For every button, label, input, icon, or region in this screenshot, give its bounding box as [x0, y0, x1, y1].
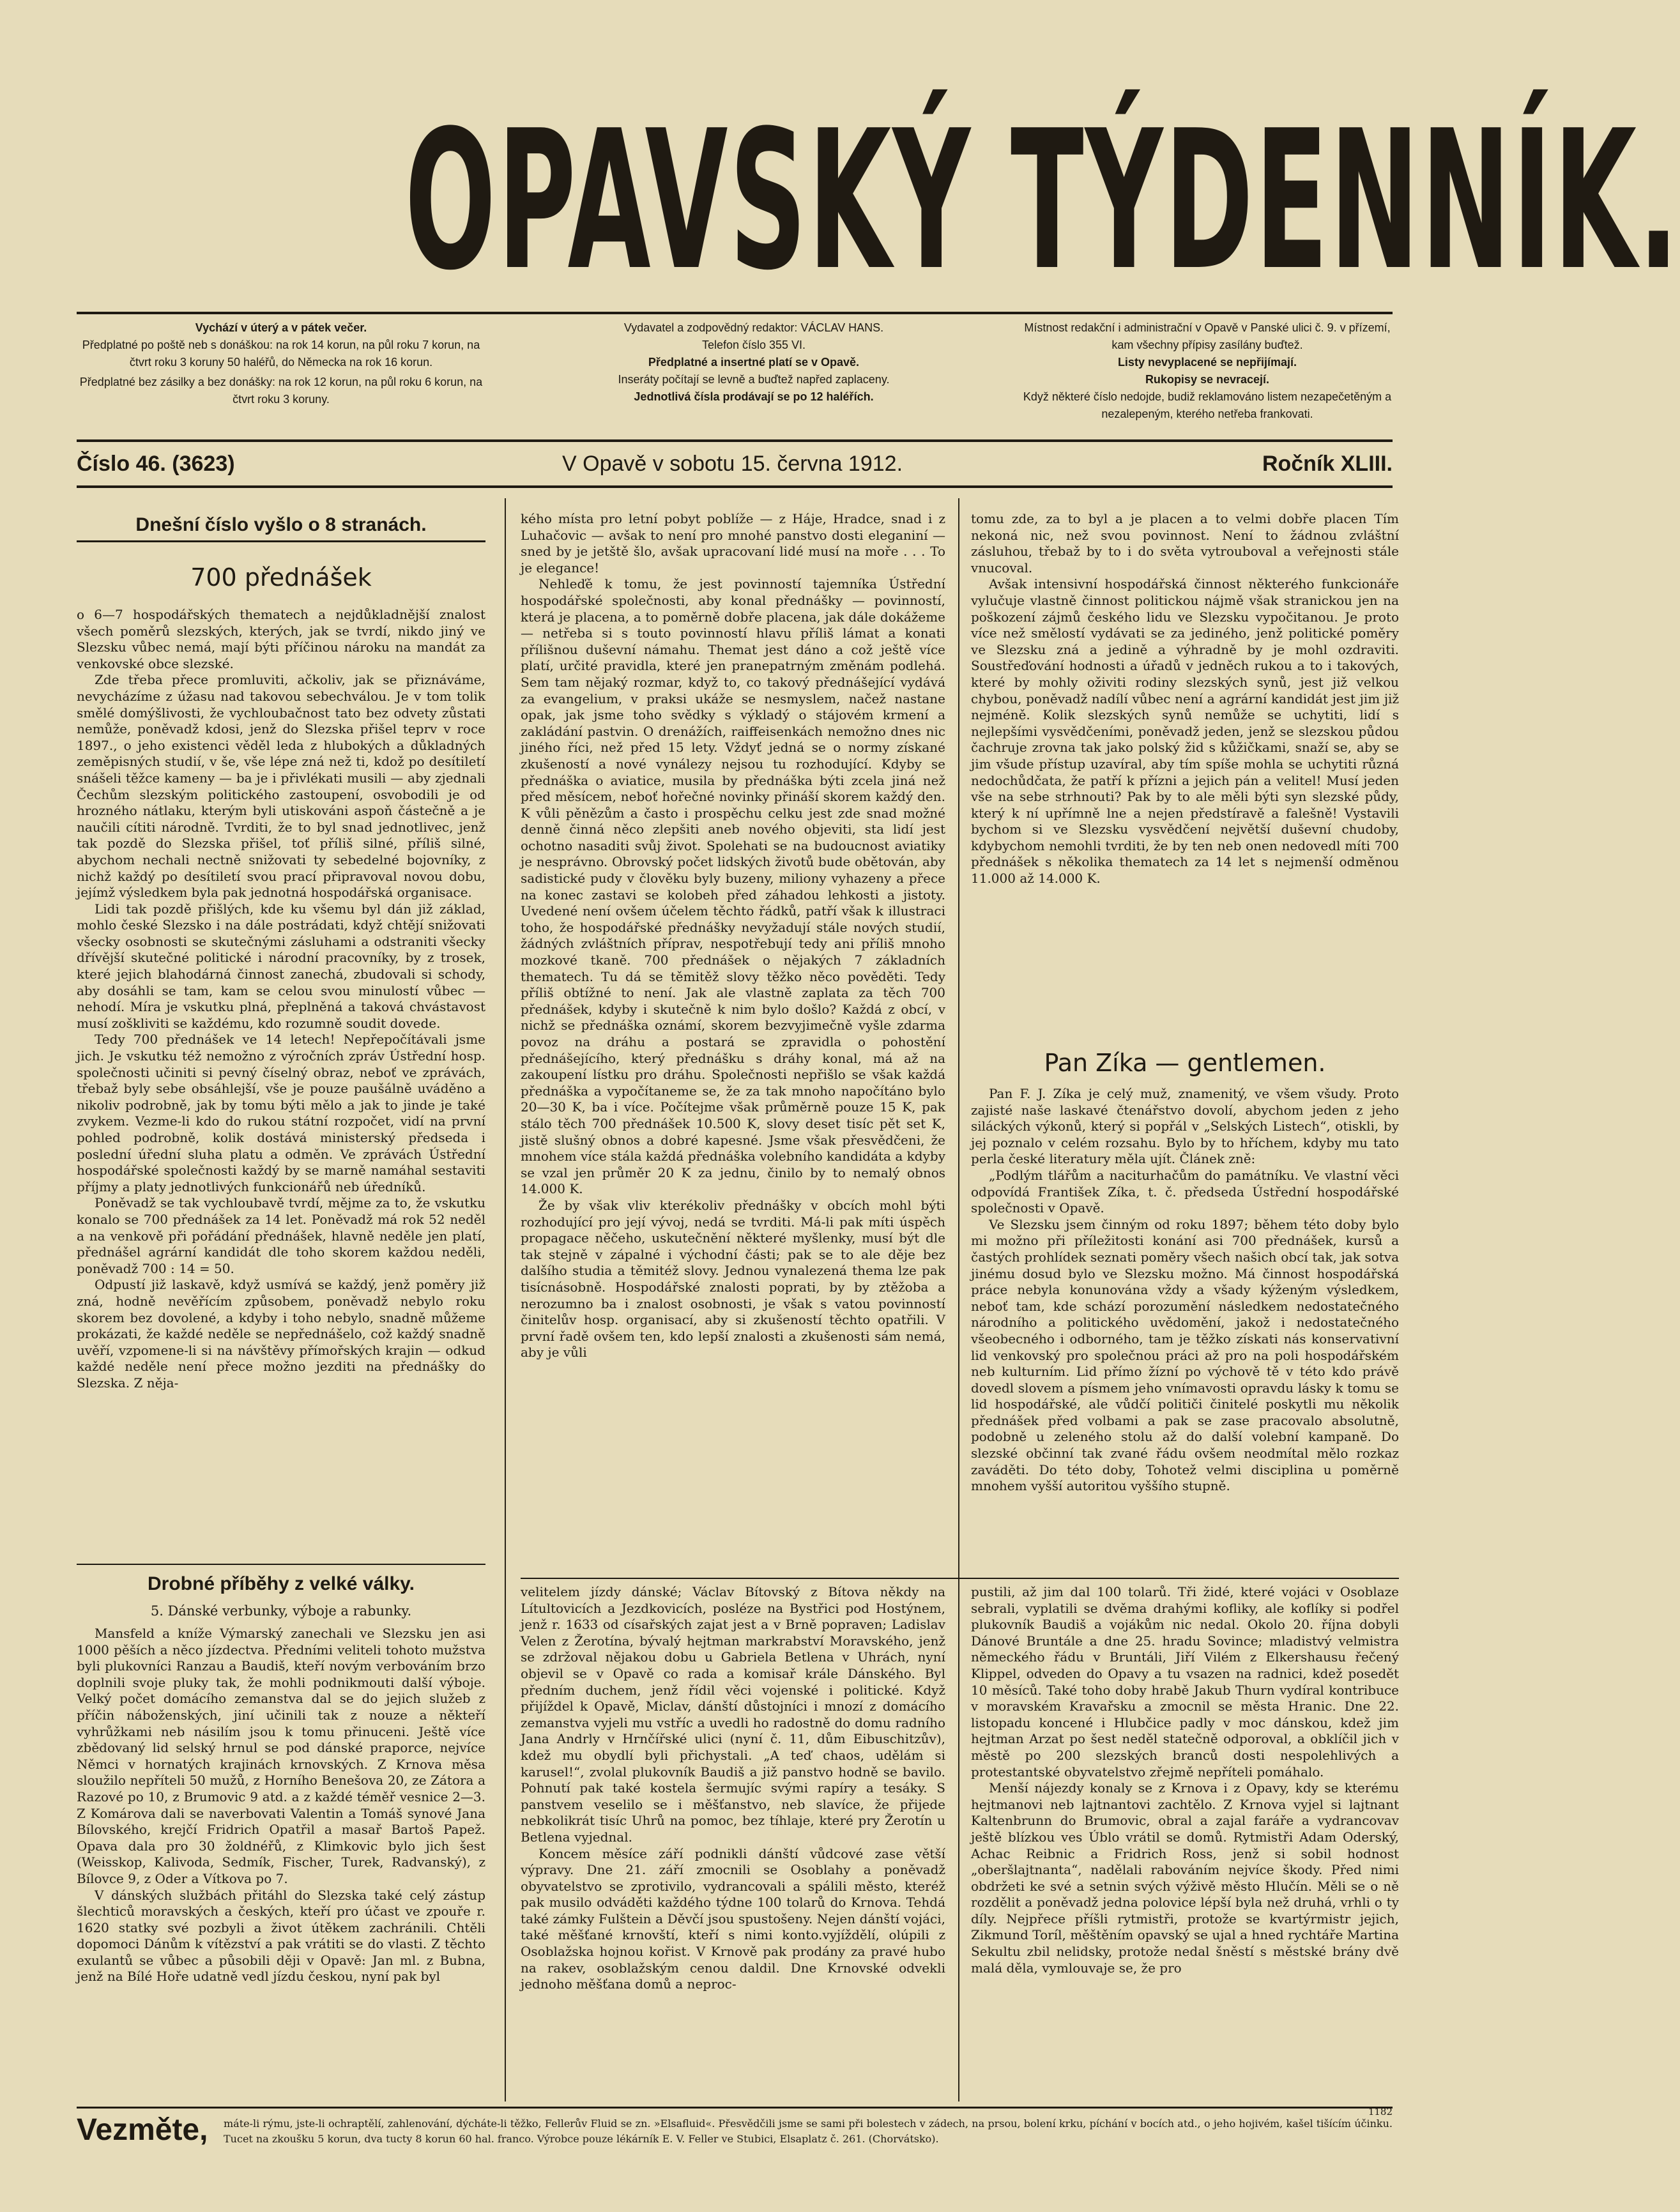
header-left-line: Předplatné po poště neb s donáškou: na rok 14 korun, na půl roku 7 korun, na čtvrt roku 3 koruny 50 haléřů, do Německa na rok 16 korun. — [82, 339, 480, 369]
advert-headline: Vezměte, — [77, 2113, 208, 2147]
paragraph: Poněvadž se tak vychloubavě tvrdí, mějme za to, že vskutku konalo se 700 přednášek za 14 let. Poněvadž má rok 52 neděl a na venkově při pořádání přednášek, hlavně neděle jen platí, přednášel agrární kandidát dle toho skorem každou neděli, poněvadž 700 : 14 = 50. — [77, 1195, 485, 1276]
header-left-line: Předplatné bez zásilky a bez donášky: na rok 12 korun, na půl roku 6 korun, na čtvrt roku 3 koruny. — [79, 376, 483, 406]
paragraph: Že by však vliv kterékoliv přednášky v obcích mohl býti rozhodující pro její vývoj, nedá se tvrditi. Má-li pak míti úspěch propagace něčeho, uskutečnění některé myšlenky, musí být dle tak stejně v zápalné i východní části; pak se to ale děje bez dalšího studia a těmitéž slovy. Jednou vynalezená thema lze pak tisícnásobně. Hospodářské znalosti poprati, by by ztěžoba a nerozumno ba i znalost osobnosti, je však s vatou povinností činitelův hosp. organisací, aby si zkušeností těchto opatřili. V první řadě ovšem ten, kdo lepší znalosti a zkušenosti sám nemá, aby je vůli — [521, 1197, 945, 1361]
banner-rule — [77, 540, 485, 542]
paragraph: kého místa pro letní pobyt poblíže — z Háje, Hradce, snad i z Luhačovic — avšak to není pro mnohé panstvo dosti eleganiní — sned by je jetště šlo, avšak upracovaní lidé musí na moře . . . To je elegance! — [521, 511, 945, 576]
article-column — [971, 511, 1399, 1041]
paragraph: pustili, až jim dal 100 tolarů. Tři židé, které vojáci v Osoblaze sebrali, vyplatili se dvěma drahými kofliky, ale koflíky si podřel plukovník Baudiš a vojákům nic nedal. Okolo 20. října dobyli Dánové Bruntále a dne 25. hradu Sovince; mladistvý velmistra německého řádu v Bruntáli, Jiří Vilém z Elkershausu řečený Klippel, odveden do Opavy a tu vsazen na radnici, kdež posedět 10 měsíců. Také toho doby hrabě Jakub Thurn vydíral kontribuce v moravském Kravařsku a zmocnil se města Hranic. Dne 22. listopadu koncené i Hlubčice padly v moc dánskou, kdež jim hejtman Arzat po šest neděl statečně odporoval, a obklíčil jich v městě po 200 slezských branců dosti nespolehlivých a protestantské obyvatelstvo zřejmě nepříteli pomáhalo. — [971, 1584, 1399, 1780]
masthead-title: OPAVSKÝ TÝDENNÍK. — [404, 89, 1680, 312]
paragraph: Avšak intensivní hospodářská činnost některého funkcionáře vylučuje vlastně činnost politickou nájmě však stranickou jen na poškození zájmů českého lidu ve Slezsku vypočitanou. Je proto více než smělostí vydávati se za jediného, jenž politické poměry ve Slezsku zná a jedině a výhradně by je mohl ozdraviti. Soustřeďování hodnosti a úřadů v jedněch rukou a to i takových, které by mohly oživiti rodiny slezských synů, jest již velkou chybou, poněvadž nadílí vůbec není a agrární kandidát jest jim již nejméně. Kolik slezských synů nemůže se uchytiti, lidí s nejlepšími vysvědčeními, poněvadž jeden, jenž se slezskou půdou čachruje zrovna tak jako polský žid s kůžičkami, snaží se, aby se jim všude přístup uzavíral, aby tím spíše mohla se uchytiti různá nedochůdčata, že patří k přízni a jejich pán a velitel! Musí jeden vše na sebe strhnouti? Pak by to ale měli býti syn slezské půdy, který k ní upřímně lne a nejen předstíravě a falešně! Vystavili bychom si ve Slezsku vysvědčení největší duševní chudoby, kdybychom nemohli tvrditi, že by ten neb onen nedovedl míti 700 přednášek s několika thematech za 14 let s nejmenší odměnou 11.000 až 14.000 K. — [971, 576, 1399, 887]
paragraph: Menší nájezdy konaly se z Krnova i z Opavy, kdy se kterému hejtmanovi neb lajtnantovi zachtělo. Z Krnova vyjel si lajtnant Kaltenbrunn do Brumovic, obral a zajal faráře a vydrancovav ještě blízkou ves Úblo vrátil se domů. Rytmistři Adam Oderský, Achac Reibnic a Fridrich Ross, jenž si sobil hodnost „oberšlajtnanta“, nadělali rabováním nejvíce škody. Před nimi obdržeti ke své a setnin svých výživě město Hlučín. Měli se o ně rozdělit a poněvadž jedna polovice lépší byla než druhá, vrhli o ty díly. Nejpřece příšli rytmistři, protože se kvartýrmistr jejich, Zikmund Toríl, měštěním opavský se ujal a hned rychtáře Martina Sekultu zbil nelidsky, protože nedal šněstí s městské brány dvě malá děla, vymlouvaje se, že pro — [971, 1780, 1399, 1976]
advert-text: máte-li rýmu, jste-li ochraptělí, zahlenování, dýcháte-li těžko, Fellerův Fluid se zn. »Elsafluid«. Přesvědčili jsme se sami při bolestech v zádech, na prsou, bolení krku, píchání v bocích atd., o jeho hojivém, kašel tišícím účinku. Tucet na zkoušku 5 korun, dva tucty 8 korun 60 hal. franco. Výrobce pouze lékárník E. V. Feller ve Stubici, Elsaplatz č. 261. (Chorvátsko). — [224, 2117, 1393, 2145]
paragraph: Nehleďě k tomu, že jest povinností tajemníka Ústřední hospodářské společnosti, aby konal přednášky — povinností, která je placena, a to poměrně dobře placena, jak dále dokážeme — netřeba si s touto povinností hlavu příliš lámat a konati přílišnou duševní námahu. Themat jest dáno a což ještě více platí, určité pravidla, které jen pranepatrným změnám podlehá. Sem tam nějaký rozmar, když to, co takový přednášející vydává za evangelium, v praksi ukáže se nesmyslem, načež nastane opak, jak jsme toho svědky s výkladý o stájovém krmení a zakládání pastvin. O drenážích, raiffeisenkách nemožno dnes nic jiného říci, než před 15 lety. Vždyť jedná se o normy získané zkušeností a nové vynálezy nejsou tu rozhodující. Kdyby se přednáška o aviatice, musila by přednáška býti zcela jiná než před měsícem, neboť hořečné novinky přináší skorem každý den. K vůli pěnězům a často i prospěchu celku jest zde snad možné denně činná něco zlepšiti aneb nového objeviti, sta lidí jest ochotno nasaditi svůj život. Spolehati se na budoucnost aviatiky je nesprávno. Obrovský počet lidských životů bude obětován, aby sadistické pudy v člověku byly buzeny, miliony vyhazeny a přece na konec zastavi se kolobeh před záhadou lehkosti a jistoty. Uvedené není ovšem účelem těchto řádků, patří však k illustraci toho, že hospodářské přednášky nevyžadují stále nových studií, žádných zvláštních příprav, nespotřebují tedy ani příliš mnoho mozkové tkaně. 700 přednášek o nějakých 7 základních thematech. Tu dá se těmitěž slovy těžko něco pověděti. Tedy příliš obtížné to není. Jak ale vlastně zaplata za těch 700 přednášek, kdyby i skutečně k nim bylo došlo? Každá z obcí, v nichž se přednáška oznámí, skorem bezvyjimečně vyšle zdarma povoz na dráhu a postará se zpravidla o pohostění přednášejícího, který přednášku s dráhy konal, má až na zakoupení lístku pro dráhu. Společnosti nepřišlo se však každá přednáška a vypočítaneme se, že za tak mnoho napočítáno bylo 20—30 K, ba i více. Počítejme však průměrně pouze 15 K, pak stálo těch 700 přednášek 10.500 K, slovy deset tisíc pět set K, jistě slušný obnos a dobré kapesné. Jsme však přesvědčeni, že mnohem více stála každá přednáška volebního kandidáta a kdyby se vzal jen průměr 20 K za jednu, činilo by to nemalý obnos 14.000 K. — [521, 576, 945, 1197]
header-subscription-info — [77, 319, 485, 434]
article-column — [521, 1584, 945, 2101]
header-right-line: Rukopisy se nevracejí. — [1145, 373, 1270, 386]
header-right-line: Listy nevyplacené se nepřijímají. — [1117, 356, 1297, 369]
dateline-top-rule — [77, 439, 1393, 442]
paragraph: Mansfeld a kníže Výmarský zanechali ve Slezsku jen asi 1000 pěších a něco jízdectva. Předními veliteli tohoto mužstva byli plukovníci Ranzau a Baudiš, kteří novým verbováním brzo doplnili svoje pluky tak, že mohli podnikmouti další výboje. Velký počet domácího zemanstva dal se do jejich služeb z příčin náboženských, jiní učinili tak z nouze a někteří vyhrůžkami neb násilím jsou k tomu přinuceni. Ještě více zbědovaný lid selský hrnul se pod dánské praporce, nejvíce Němci v hornatých krajinách krnovských. Z Krnova měsa sloužilo nepříteli 50 mužů, z Horního Benešova 20, ze Zátora a Razové po 10, z Brumovic 9 atd. a z každé téměř vesnice 2—3. Z Komárova dali se naverbovati Valentin a Tomáš synové Jana Bílovského, krejčí Fridrich Opatřil a masař Bartoš Papež. Opava dala pro 30 žoldnéřů, z Klimkovic bylo jich šest (Weisskop, Kalivoda, Sedmík, Fischer, Turek, Radvanský), z Bílovce 9, z Oder a Vítkova po 7. — [77, 1626, 485, 1886]
article-column — [77, 607, 485, 1546]
header-mid-line: Inseráty počítají se levně a buďtež napřed zaplaceny. — [618, 373, 890, 386]
paragraph: Odpustí již laskavě, když usmívá se každý, jenž poměry již zná, hodně nevěřícím způsobem, poněvadž nebylo roku skorem bez dovolené, a kdyby i toho nebylo, snadně můžeme prokázati, že každé neděle se nepřednášelo, což každý snadně uvěří, vzpomene-li si na návštěvy přímořských krajin — odkud každé neděle není přece možno jezditi na přednášky do Slezska. Z něja- — [77, 1277, 485, 1391]
article-title: 700 přednášek — [190, 563, 372, 591]
article-column — [971, 1584, 1399, 2101]
pages-banner: Dnešní číslo vyšlo o 8 stranách. — [135, 514, 427, 535]
header-mid-line: Vydavatel a zodpovědný redaktor: VÁCLAV HANS. — [623, 321, 884, 334]
article-subtitle: 5. Dánské verbunky, výboje a rabunky. — [150, 1603, 412, 1619]
article-column — [521, 511, 945, 1565]
header-mid-line: Telefon číslo 355 VI. — [701, 339, 806, 351]
paragraph: V dánských službách přitáhl do Slezska také celý zástup šlechticů moravských a českých, kteří pro účast ve zpouře r. 1620 statky své pozbyli a život útěkem zachránili. Chtěli dopomoci Dánům k vítězství a pak vrátiti se do vlasti. Z těchto exulantů se vůbec a působili ději v Opavě: Jan ml. z Bubna, jenž na Bílé Hoře udatně vedl jízdu českou, nyní pak byl — [77, 1887, 485, 1985]
volume-number: Ročník XLIII. — [1262, 452, 1393, 476]
paragraph: Zde třeba přece promluviti, ačkoliv, jak se přiznáváme, nevycházíme z úžasu nad takovou sebechválou. Je v tom tolik smělé domýšlivosti, že vychloubačnost tato bez odvety zůstati nemůže, poněvadž kdosi, jenž do Slezska přišel teprv v roce 1897., o jeho existenci věděl leda z hlubokých a důkladných zeměpisných studií, v še, vše lépe zná než ti, kdož po desítiletí snášeli těžce kameny — ba je i přivlékati musili — aby zjednali Čechům slezským politického zastoupení, osvobodili je od hrozného nátlaku, kterým byli utiskováni aspoň částečně a je naučili cítiti národně. Tvrditi, že to byl snad jednotlivec, jenž tak pozdě do Slezska přišel, toť příliš silné, příliš silné, abychom nechali nectně snižovati ty sebedelné bojovníky, z nichž každý po desítiletí svou prací připravoval novou dobu, jejímž výsledkem byla pak jednotná hospodářská organisace. — [77, 672, 485, 901]
issue-number: Číslo 46. (3623) — [77, 452, 235, 476]
header-mid-line: Předplatné a insertné platí se v Opavě. — [648, 356, 860, 369]
article-title: Drobné příběhy z velké války. — [148, 1573, 415, 1594]
header-mid-line: Jednotlivá čísla prodávají se po 12 haléřích. — [634, 390, 874, 403]
page-number: 1182 — [1368, 2106, 1393, 2117]
paragraph: o 6—7 hospodářských thematech a nejdůkladnější znalost všech poměrů slezských, kterých, jak se tvrdí, nikdo jiný ve Slezsku vůbec nemá, mají býti příčinou nároku na mandát za venkovské obce slezské. — [77, 607, 485, 671]
dateline — [77, 447, 1393, 480]
paragraph: „Podlým tlářům a naciturhačům do památníku. Ve vlastní věci odpovídá František Zíka, t. č. předseda Ústřední hospodářské společnosti v Opavě. — [971, 1167, 1399, 1216]
advertisement — [77, 2106, 1393, 2169]
column-rule — [958, 498, 959, 2101]
article-title: Pan Zíka — gentlemen. — [1044, 1049, 1326, 1077]
header-left-line: Vychází v úterý a v pátek večer. — [195, 321, 367, 334]
paragraph: velitelem jízdy dánské; Václav Bítovský z Bítova někdy na Lítultovicích a Jezdkovicích, posléze na Bystřici pod Hostýnem, jenž r. 1633 od císařských zajat jest a v Brně popraven; Ladislav Velen z Žerotína, bývalý hejtman markrabství Moravského, jenž se zdržoval nějakou dobu u Gabriela Betlena v Uhrách, nyní objevil se v Opavě co rada a komisař krále Dánského. Byl předním duchem, jenž řídil věci vojenské i politické. Když přijíždel k Opavě, Miclav, dánští důstojníci i mnozí z domácího zemanstva vyjeli mu vstříc a uvedli ho radostně do domu radního Jana Andrly v Hrnčířské ulici (nyní č. 11, dům Eibuschitzův), kdež mu obydlí byli přichystali. „A teď chaos, udělám si karusel!“, zvolal plukovník Baudiš a již panstvo hodně se bavilo. Pohnutí pak také kostela šermujíc svými rapíry a tesáky. S panstvem veselilo se i měšťanstvo, neb slavíce, že přijede nebkolikrát tisíc Uhrů na pomoc, bez tíhlaje, které pry Žerotín u Betlena vyjednal. — [521, 1584, 945, 1845]
issue-date: V Opavě v sobotu 15. června 1912. — [562, 452, 903, 476]
header-office-info — [1016, 319, 1399, 434]
header-right-line: Když některé číslo nedojde, budiž reklamováno listem nezapečetěným a nezalepeným, kterého netřeba frankovati. — [1023, 390, 1392, 420]
advert-rule — [77, 2107, 1393, 2109]
section-rule — [77, 1564, 485, 1565]
dateline-bottom-rule — [77, 485, 1393, 488]
paragraph: tomu zde, za to byl a je placen a to velmi dobře placen Tím nekoná nic, než svou povinnost. Není to žádnou zvláštní zásluhou, třebaž by to i do světa vytrouboval a veřejnosti stále vnucoval. — [971, 511, 1399, 576]
paragraph: Tedy 700 přednášek ve 14 letech! Nepřepočítávali jsme jich. Je vskutku též nemožno z výročních zpráv Ústřední hosp. společnosti učiniti si pevný číselný obraz, neboť ve zprávách, třebaž byly sebe obsáhlejší, vše je pouze paušálně uváděno a nikoliv podrobně, jak by tomu býti mělo a jak to jinde je také zvykem. Vezme-li kdo do rukou státní rozpočet, vidí na první pohled podrobně, kolik dostává ministerský předseda i poslední úřední sluha platu a odměn. Ve zprávách Ústřední hospodářské společnosti každý by se marně namáhal sestaviti příjmy a platy jednotlivých funkcionářů neb úředníků. — [77, 1032, 485, 1194]
section-rule — [521, 1578, 1399, 1579]
paragraph: Lidi tak pozdě přišlých, kde ku všemu byl dán již základ, mohlo české Slezsko i na dále postrádati, když chtějí snižovati všecky osobnosti se skutečnými zásluhami a odstraniti všecky dřívější skutečné politické i národní pracovníky, by z trosek, které jejich blahodárná činnost zanechá, zbudovali si schody, aby dosáhli se tam, kam se celou svou minulostí vůbec — nehodí. Míra je vskutku plná, přeplněná a taková chvástavost musí zoškliviti se každému, kdo rozumně soudit dovede. — [77, 901, 485, 1031]
column-rule — [505, 498, 506, 2101]
header-right-line: Místnost redakční i administrační v Opavě v Panské ulici č. 9. v přízemí, kam všechny přípisy zasílány buďtež. — [1024, 321, 1391, 351]
header-top-rule — [77, 312, 1393, 314]
paragraph: Ve Slezsku jsem činným od roku 1897; během této doby bylo mi možno při příležitosti konání asi 700 přednášek, kursů a častých prohlídek seznati poměry všech našich obcí tak, jak sotva jinému dosud bylo ve Slezsku možno. Má činnost hospodářská práce nebyla konunována vždy a všady kýženým výsledkem, neboť tam, kde schází porozumění následkem nedostatečného národního a politického uvědomění, jakož i nedostatečného všeobecného i odborného, tam je těžko získati nás konservativní lid venkovský pro společnou práci až pro na poli hospodářském neb kulturním. Lid přímo žízní po výchově tě v této kdo právě dovedl slovem a písmem jeho vnímavosti opravdu lásky k tomu se lid hospodářské, ale vůdčí političi činitelé poskytli mu několik přednášek před volbami a pak se zase pracovalo absolutně, podobně u zeleného stolu až do další volební kampaně. Do slezské občinní tak zvané řádu ovšem neodmítal mělo rozkaz zaváděti. Do této doby, Tohotež velmi disciplina u poměrně mnohem vyšší autoritou vyššího stupně. — [971, 1216, 1399, 1494]
article-column — [77, 1626, 485, 2101]
paragraph: Koncem měsíce září podnikli dánští vůdcové zase větší výpravy. Dne 21. září zmocnili se Osoblahy a poněvadž obyvatelstvo se zprotivilo, vydrancovali a spálili město, kteréž pak musilo odváděti každého týdne 100 tolarů do Krnova. Tehdá také zámky Fulštein a Děvčí jsou spustošeny. Nejen dánští vojáci, také měšťané krnovští, kteří s nimi konto.vyjíždělí, olúpili z Osoblažska hojnou kořist. V Krnově pak prodány za pravé hubo na rakev, osoblažským cenou daldil. Dne Krnovské odvekli jednoho měšťana domů a neproc- — [521, 1845, 945, 1992]
header-publisher-info — [537, 319, 971, 434]
article-column — [971, 1086, 1399, 1571]
paragraph: Pan F. J. Zíka je celý muž, znamenitý, ve všem všudy. Proto zajisté naše laskavé čtenářstvo dovolí, abychom jeden z jeho siláckých výkonů, který si popřál v „Selských Listech“, otiskli, by jej poznalo v celém rozsahu. Bylo by to hříchem, kdyby mu tato perla české literatury měla ujít. Článek zně: — [971, 1086, 1399, 1167]
